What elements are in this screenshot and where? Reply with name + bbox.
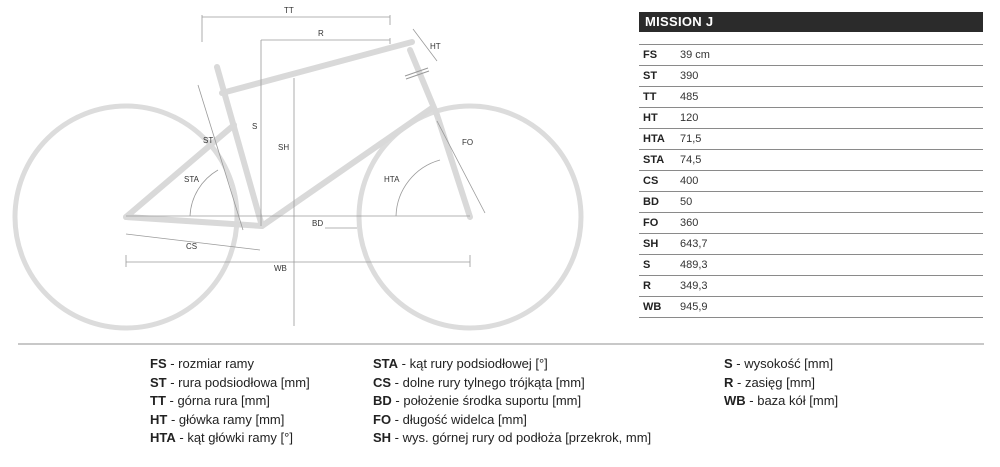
geometry-value: 74,5 bbox=[680, 154, 702, 166]
geometry-value: 485 bbox=[680, 91, 699, 103]
legend-item bbox=[150, 411, 310, 430]
geometry-row bbox=[639, 233, 983, 254]
legend-item bbox=[150, 355, 310, 374]
legend-description: - rura podsiodłowa [mm] bbox=[166, 374, 310, 390]
legend-item bbox=[150, 374, 310, 393]
legend-description: - kąt główki ramy [°] bbox=[175, 430, 293, 445]
legend-column-1 bbox=[150, 355, 310, 448]
legend-description: - kąt rury podsiodłowej [°] bbox=[398, 356, 548, 371]
geometry-code: WB bbox=[643, 301, 662, 313]
legend-code: FS bbox=[150, 356, 167, 371]
label-r: R bbox=[318, 29, 324, 38]
geometry-code: FO bbox=[643, 217, 659, 229]
model-title: MISSION J bbox=[639, 12, 983, 32]
legend-code: STA bbox=[373, 356, 399, 371]
geometry-row bbox=[639, 65, 983, 86]
geometry-value: 390 bbox=[680, 70, 699, 82]
geometry-value: 71,5 bbox=[680, 133, 702, 145]
legend-code: HTA bbox=[150, 430, 176, 445]
geometry-row bbox=[639, 128, 983, 149]
legend-code: S bbox=[724, 356, 733, 371]
legend-item bbox=[373, 392, 651, 411]
legend-item bbox=[724, 355, 838, 374]
legend-description: - rozmiar ramy bbox=[166, 356, 255, 371]
geometry-value: 643,7 bbox=[680, 238, 708, 250]
geometry-value: 489,3 bbox=[680, 259, 708, 271]
label-tt: TT bbox=[284, 6, 294, 15]
geometry-code: TT bbox=[643, 91, 657, 103]
legend-code: CS bbox=[373, 374, 392, 390]
label-cs: CS bbox=[186, 242, 198, 251]
legend-item bbox=[724, 392, 838, 411]
label-sh: SH bbox=[278, 143, 290, 152]
legend-code: FO bbox=[373, 411, 392, 427]
legend-description: - górna rura [mm] bbox=[165, 393, 270, 408]
geometry-value: 360 bbox=[680, 217, 699, 229]
legend-code: WB bbox=[724, 393, 746, 408]
legend-description: - wys. górnej rury od podłoża [przekrok, mm] bbox=[391, 430, 652, 445]
geometry-code: HT bbox=[643, 112, 658, 124]
legend-item bbox=[150, 429, 310, 448]
label-sta: STA bbox=[184, 175, 199, 184]
geometry-row bbox=[639, 44, 983, 65]
label-fo: FO bbox=[462, 138, 474, 147]
legend-column-3 bbox=[724, 355, 838, 411]
legend-item bbox=[373, 374, 651, 393]
label-wb: WB bbox=[274, 264, 287, 273]
geometry-code: CS bbox=[643, 175, 659, 187]
geometry-row bbox=[639, 86, 983, 107]
geometry-code: BD bbox=[643, 196, 659, 208]
legend-description: - położenie środka suportu [mm] bbox=[391, 393, 582, 408]
geometry-value: 120 bbox=[680, 112, 699, 124]
geometry-row bbox=[639, 254, 983, 275]
geometry-rows bbox=[639, 44, 983, 318]
bike-frame bbox=[126, 42, 470, 226]
geometry-row bbox=[639, 149, 983, 170]
legend-code: R bbox=[724, 374, 734, 390]
legend-code: ST bbox=[150, 374, 167, 390]
legend-item bbox=[724, 374, 838, 393]
geometry-value: 349,3 bbox=[680, 280, 708, 292]
geometry-value: 50 bbox=[680, 196, 693, 208]
geometry-table bbox=[639, 12, 983, 318]
legend-item bbox=[373, 355, 651, 374]
geometry-code: S bbox=[643, 259, 651, 271]
geometry-value: 945,9 bbox=[680, 301, 708, 313]
legend-code: HT bbox=[150, 411, 168, 427]
legend-item bbox=[150, 392, 310, 411]
label-ht: HT bbox=[430, 42, 441, 51]
separator-line bbox=[18, 343, 984, 345]
geometry-code: SH bbox=[643, 238, 659, 250]
geometry-code: ST bbox=[643, 70, 658, 82]
geometry-row bbox=[639, 107, 983, 128]
legend-code: BD bbox=[373, 393, 392, 408]
label-st: ST bbox=[203, 136, 214, 145]
geometry-value: 400 bbox=[680, 175, 699, 187]
legend-code: SH bbox=[373, 430, 392, 445]
legend-description: - główka ramy [mm] bbox=[167, 411, 285, 427]
legend-description: - baza kół [mm] bbox=[745, 393, 839, 408]
geometry-row bbox=[639, 212, 983, 233]
geometry-code: FS bbox=[643, 49, 658, 61]
legend-description: - dolne rury tylnego trójkąta [mm] bbox=[391, 374, 585, 390]
bike-geometry-diagram bbox=[0, 0, 620, 340]
geometry-code: R bbox=[643, 280, 651, 292]
geometry-code: HTA bbox=[643, 133, 665, 145]
label-bd: BD bbox=[312, 219, 324, 228]
geometry-row bbox=[639, 170, 983, 191]
geometry-code: STA bbox=[643, 154, 665, 166]
geometry-row bbox=[639, 191, 983, 212]
legend-code: TT bbox=[150, 393, 166, 408]
legend-item bbox=[373, 411, 651, 430]
legend-column-2 bbox=[373, 355, 651, 448]
geometry-row bbox=[639, 296, 983, 318]
geometry-row bbox=[639, 275, 983, 296]
legend-description: - długość widelca [mm] bbox=[391, 411, 527, 427]
legend bbox=[150, 355, 990, 455]
label-hta: HTA bbox=[384, 175, 400, 184]
legend-description: - wysokość [mm] bbox=[732, 356, 834, 371]
legend-description: - zasięg [mm] bbox=[733, 374, 816, 390]
label-s: S bbox=[252, 122, 258, 131]
geometry-value: 39 cm bbox=[680, 49, 710, 61]
legend-item bbox=[373, 429, 651, 448]
